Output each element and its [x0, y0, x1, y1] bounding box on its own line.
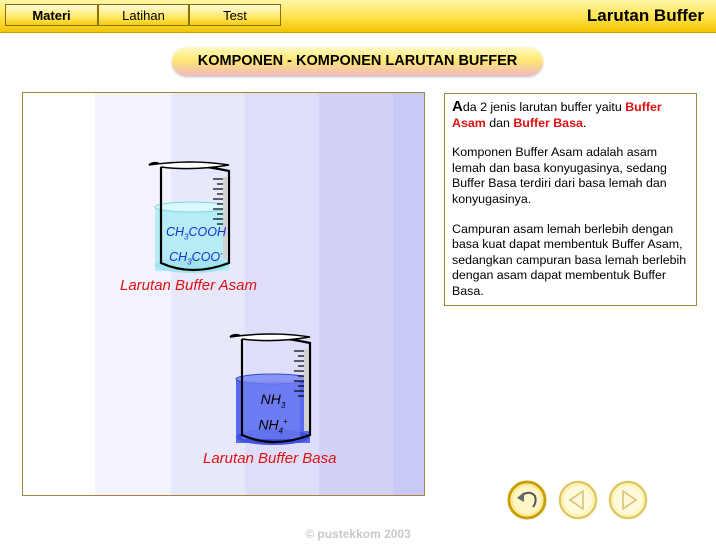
previous-button[interactable]: [558, 480, 598, 520]
copyright-footer: © pustekkom 2003: [305, 527, 411, 541]
label-buffer-basa: Larutan Buffer Basa: [203, 450, 337, 467]
next-button[interactable]: [608, 480, 648, 520]
info-paragraph-2: Komponen Buffer Asam adalah asam lemah dan basa konyugasinya, sedang Buffer Basa terdiri dari basa lemah dan konyugasinya.: [452, 145, 667, 206]
nav-materi-button[interactable]: Materi: [5, 4, 98, 26]
top-menu-bar: [0, 0, 716, 33]
nav-latihan-button[interactable]: Latihan: [98, 4, 189, 26]
nav-test-button[interactable]: Test: [189, 4, 281, 26]
formula-basa-base: $NH_3$: [260, 391, 286, 410]
label-buffer-asam: Larutan Buffer Asam: [120, 277, 258, 294]
formula-asam-acid: $CH_3COOH$: [165, 225, 226, 242]
info-text-panel: [444, 93, 697, 306]
formula-basa-conjugate: $NH_4^+$: [258, 416, 288, 436]
app-title: Larutan Buffer: [586, 6, 704, 25]
info-paragraph-1: Ada 2 jenis larutan buffer yaitu Buffer Asam dan Buffer Basa.: [452, 98, 662, 130]
page-heading: KOMPONEN - KOMPONEN LARUTAN BUFFER: [172, 47, 543, 76]
back-button[interactable]: [507, 480, 547, 520]
illustration-panel: [22, 92, 425, 496]
formula-asam-conjugate: $CH_3COO^-$: [169, 248, 223, 267]
info-paragraph-3: Campuran asam lemah berlebih dengan basa kuat dapat membentuk Buffer Asam, sedangkan campuran basa lemah berlebih dengan asam dapat membentuk Buffer Basa.: [452, 221, 687, 298]
formula-basa: [236, 391, 310, 439]
formula-asam: [159, 224, 233, 270]
